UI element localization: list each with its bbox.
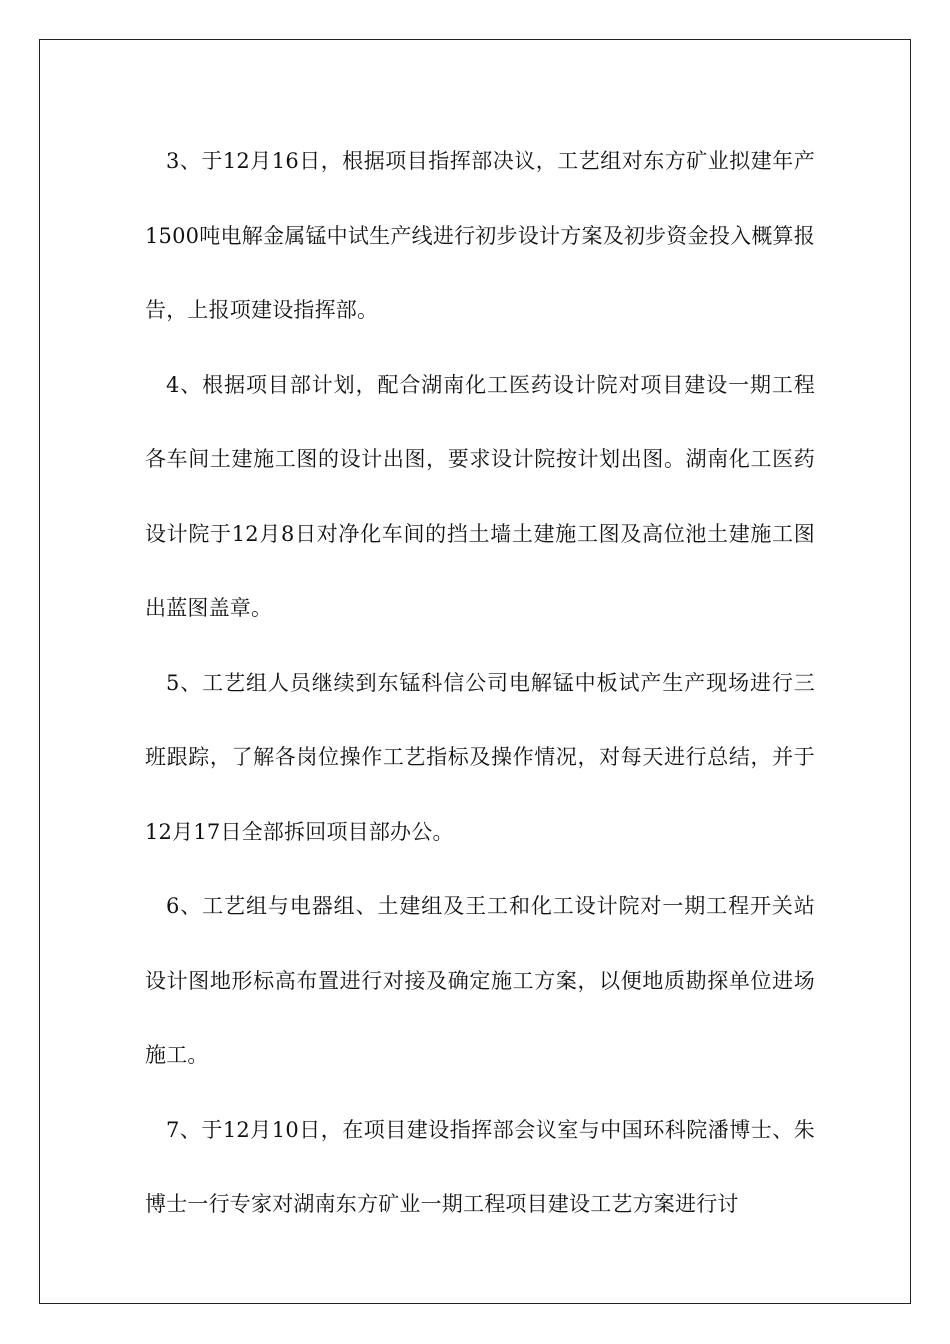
- document-body: [145, 124, 815, 1242]
- paragraph-4: 4、根据项目部计划，配合湖南化工医药设计院对项目建设一期工程各车间土建施工图的设计出图，要求设计院按计划出图。湖南化工医药设计院于12月8日对净化车间的挡土墙土建施工图及高位池土建施工图出蓝图盖章。: [145, 372, 815, 620]
- paragraph-5: 5、工艺组人员继续到东锰科信公司电解锰中板试产生产现场进行三班跟踪，了解各岗位操作工艺指标及操作情况，对每天进行总结，并于12月17日全部拆回项目部办公。: [145, 670, 815, 844]
- paragraph-3: 3、于12月16日，根据项目指挥部决议，工艺组对东方矿业拟建年产1500吨电解金属锰中试生产线进行初步设计方案及初步资金投入概算报告，上报项建设指挥部。: [145, 149, 815, 322]
- paragraph-6: 6、工艺组与电器组、土建组及王工和化工设计院对一期工程开关站设计图地形标高布置进行对接及确定施工方案，以便地质勘探单位进场施工。: [145, 894, 815, 1067]
- paragraph-7: 7、于12月10日，在项目建设指挥部会议室与中国环科院潘博士、朱博士一行专家对湖南东方矿业一期工程项目建设工艺方案进行讨: [145, 1117, 815, 1216]
